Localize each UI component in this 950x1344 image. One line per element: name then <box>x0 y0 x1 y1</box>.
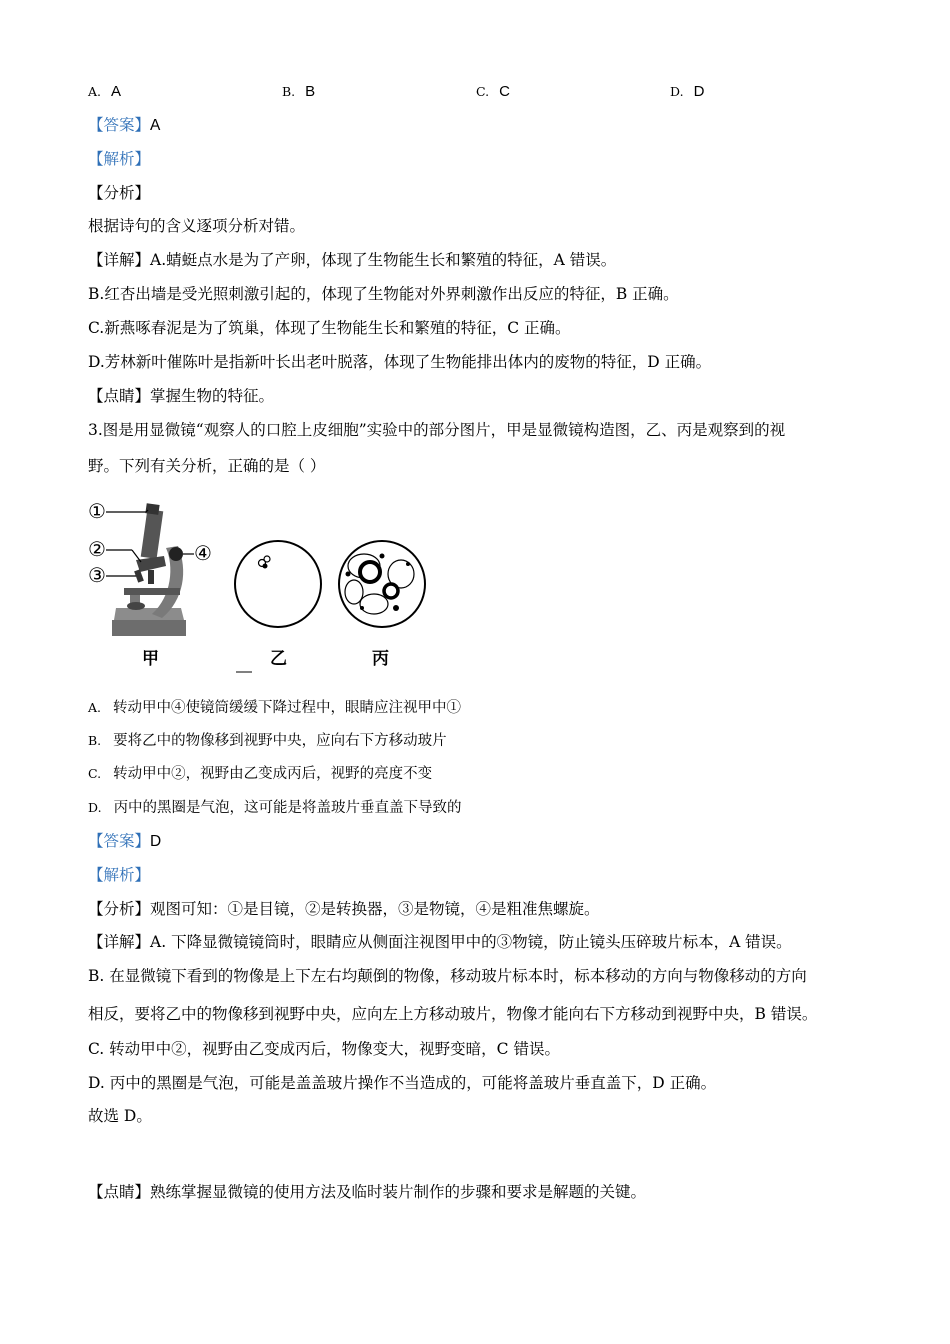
q3-fenxi: 【分析】观图可知：①是目镜，②是转换器，③是物镜，④是粗准焦螺旋。 <box>88 900 600 918</box>
q2-xiangjie-b: B.红杏出墙是受光照刺激引起的，体现了生物能对外界刺激作出反应的特征，B 正确。 <box>88 285 679 303</box>
q3-stem-line2: 野。下列有关分析，正确的是（ ） <box>88 457 326 475</box>
q3-xiangjie-b1: B. 在显微镜下看到的物像是上下左右均颠倒的物像，移动玻片标本时，标本移动的方向与物像移动的方向 <box>88 967 807 985</box>
q3-jiexi-tag: 【解析】 <box>88 866 151 884</box>
option-d: D. D <box>670 83 705 100</box>
option-b: B. B <box>282 83 316 100</box>
q3-xiangjie-c: C. 转动甲中②，视野由乙变成丙后，物像变大，视野变暗，C 错误。 <box>88 1040 560 1058</box>
label-yi: 乙 <box>270 649 287 669</box>
q2-jiexi-tag: 【解析】 <box>88 150 151 168</box>
cells-small <box>259 556 271 569</box>
marker-4: ④ <box>194 541 212 565</box>
q2-xiangjie-a: 【详解】A.蜻蜓点水是为了产卵，体现了生物能生长和繁殖的特征，A 错误。 <box>88 251 617 269</box>
q2-xiangjie-c: C.新燕啄春泥是为了筑巢，体现了生物能生长和繁殖的特征，C 正确。 <box>88 319 571 337</box>
q2-xiangjie-d: D.芳林新叶催陈叶是指新叶长出老叶脱落，体现了生物能排出体内的废物的特征，D 正确。 <box>88 353 712 371</box>
q2-fenxi: 根据诗句的含义逐项分析对错。 <box>88 217 306 235</box>
marker-2: ② <box>88 537 106 561</box>
q3-xiangjie-b2: 相反，要将乙中的物像移到视野中央，应向左上方移动玻片，物像才能向右下方移动到视野中央，B 错误。 <box>88 1005 818 1023</box>
option-c: C. C <box>476 83 510 100</box>
q3-dianjing: 【点睛】熟练掌握显微镜的使用方法及临时装片制作的步骤和要求是解题的关键。 <box>88 1183 647 1201</box>
q3-answer: 【答案】D <box>88 832 162 850</box>
q3-choice-d: D. 丙中的黑圈是气泡，这可能是将盖玻片垂直盖下导致的 <box>88 800 462 816</box>
q2-dianjing: 【点睛】掌握生物的特征。 <box>88 387 275 405</box>
q3-choice-b: B. 要将乙中的物像移到视野中央，应向右下方移动玻片 <box>88 733 447 749</box>
marker-3: ③ <box>88 563 106 587</box>
label-jia: 甲 <box>142 649 159 669</box>
field-of-view-yi <box>235 541 321 627</box>
option-a: A. A <box>88 83 122 100</box>
q3-choice-c: C. 转动甲中②，视野由乙变成丙后，视野的亮度不变 <box>88 766 433 782</box>
q3-choice-a: A. 转动甲中④使镜筒缓缓下降过程中，眼睛应注视甲中① <box>88 700 462 716</box>
q3-conclusion: 故选 D。 <box>88 1107 152 1125</box>
q3-xiangjie-a: 【详解】A. 下降显微镜镜筒时，眼睛应从侧面注视图甲中的③物镜，防止镜头压碎玻片标本，A 错误。 <box>88 933 792 951</box>
q2-answer: 【答案】A <box>88 116 161 134</box>
label-bing: 丙 <box>372 649 389 669</box>
q3-stem-line1: 3.图是用显微镜“观察人的口腔上皮细胞”实验中的部分图片，甲是显微镜构造图，乙、丙是观察到的视 <box>88 421 786 439</box>
q3-xiangjie-d: D. 丙中的黑圈是气泡，可能是盖盖玻片操作不当造成的，可能将盖玻片垂直盖下，D 正确。 <box>88 1074 717 1092</box>
microscope-drawing <box>106 503 194 636</box>
q3-figure <box>86 496 438 678</box>
cells-and-bubbles <box>345 554 414 615</box>
marker-1: ① <box>88 499 106 523</box>
q2-fenxi-tag: 【分析】 <box>88 184 151 202</box>
